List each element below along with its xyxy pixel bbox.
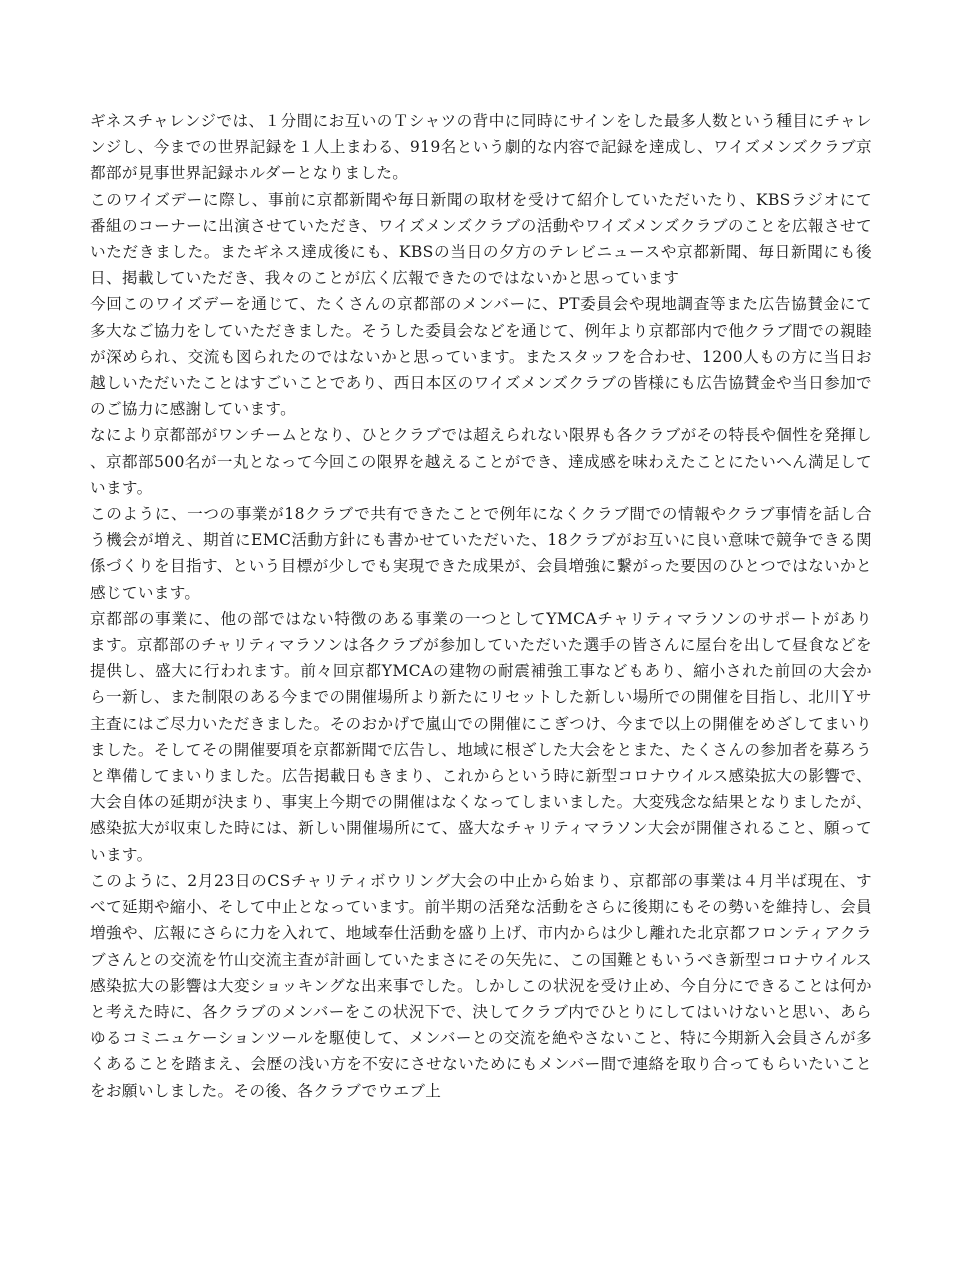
- paragraph-guinness-challenge: ギネスチャレンジでは、１分間にお互いのＴシャツの背中に同時にサインをした最多人数という種目にチャレンジし、今までの世界記録を１人上まわる、919名という劇的な内容で記録を達成し、ワイズメンズクラブ京都部が見事世界記録ホルダーとなりました。: [90, 112, 872, 183]
- paragraph-charity-marathon: 京都部の事業に、他の部ではない特徴のある事業の一つとしてYMCAチャリティマラソンのサポートがあります。京都部のチャリティマラソンは各クラブが参加していただいた選手の皆さんに屋台を出して昼食などを提供し、盛大に行われます。前々回京都YMCAの建物の耐震補強工事などもあり、縮小された前回の大会から一新し、また制限のある今までの開催場所より新たにリセットした新しい場所での開催を目指し、北川Ｙサ主査にはご尽力いただきました。そのおかげで嵐山での開催にこぎつけ、今まで以上の開催をめざしてまいりました。そしてその開催要項を京都新聞で広告し、地域に根ざした大会をとまた、たくさんの参加者を募ろうと準備してまいりました。広告掲載日もきまり、これからという時に新型コロナウイルス感染拡大の影響で、大会自体の延期が決まり、事実上今期での開催はなくなってしまいました。大変残念な結果となりましたが、感染拡大が収束した時には、新しい開催場所にて、盛大なチャリティマラソン大会が開催されること、願っています。: [90, 609, 872, 864]
- document-body: [90, 108, 872, 1104]
- paragraph-corona-impact: このように、2月23日のCSチャリティボウリング大会の中止から始まり、京都部の事業は４月半ば現在、すべて延期や縮小、そして中止となっています。前半期の活発な活動をさらに後期にもその勢いを維持し、会員増強や、広報にさらに力を入れて、地域奉仕活動を盛り上げ、市内からは少し離れた北京都フロンティアクラブさんとの交流を竹山交流主査が計画していたまさにその矢先に、この国難ともいうべき新型コロナウイルス感染拡大の影響は大変ショッキングな出来事でした。しかしこの状況を受け止め、今自分にできることは何かと考えた時に、各クラブのメンバーをこの状況下で、決してクラブ内でひとりにしてはいけないと思い、あらゆるコミニュケーションツールを駆使して、メンバーとの交流を絶やさないこと、特に今期新入会員さんが多くあることを踏まえ、会歴の浅い方を不安にさせないためにもメンバー間で連絡を取り合ってもらいたいことをお願いしました。その後、各クラブでウエブ上: [90, 871, 872, 1100]
- paragraph-shared-project: このように、一つの事業が18クラブで共有できたことで例年になくクラブ間での情報やクラブ事情を話し合う機会が増え、期首にEMC活動方針にも書かせていただいた、18クラブがお互いに良い意味で競争できる関係づくりを目指す、という目標が少しでも実現できた成果が、会員増強に繋がった要因のひとつではないかと感じています。: [90, 505, 872, 602]
- paragraph-media-publicity: このワイズデーに際し、事前に京都新聞や毎日新聞の取材を受けて紹介していただいたり、KBSラジオにて番組のコーナーに出演させていただき、ワイズメンズクラブの活動やワイズメンズクラブのことを広報させていただきました。またギネス達成後にも、KBSの当日の夕方のテレビニュースや京都新聞、毎日新聞にも後日、掲載していただき、我々のことが広く広報できたのではないかと思っています: [90, 190, 872, 288]
- paragraph-one-team: なにより京都部がワンチームとなり、ひとクラブでは超えられない限界も各クラブがその特長や個性を発揮し、京都部500名が一丸となって今回この限界を越えることができ、達成感を味わえたことにたいへん満足しています。: [90, 426, 872, 497]
- paragraph-member-cooperation: 今回このワイズデーを通じて、たくさんの京都部のメンバーに、PT委員会や現地調査等また広告協賛金にて多大なご協力をしていただきました。そうした委員会などを通じて、例年より京都部内で他クラブ間での親睦が深められ、交流も図られたのではないかと思っています。またスタッフを合わせ、1200人もの方に当日お越しいただいたことはすごいことであり、西日本区のワイズメンズクラブの皆様にも広告協賛金や当日参加でのご協力に感謝しています。: [90, 295, 872, 419]
